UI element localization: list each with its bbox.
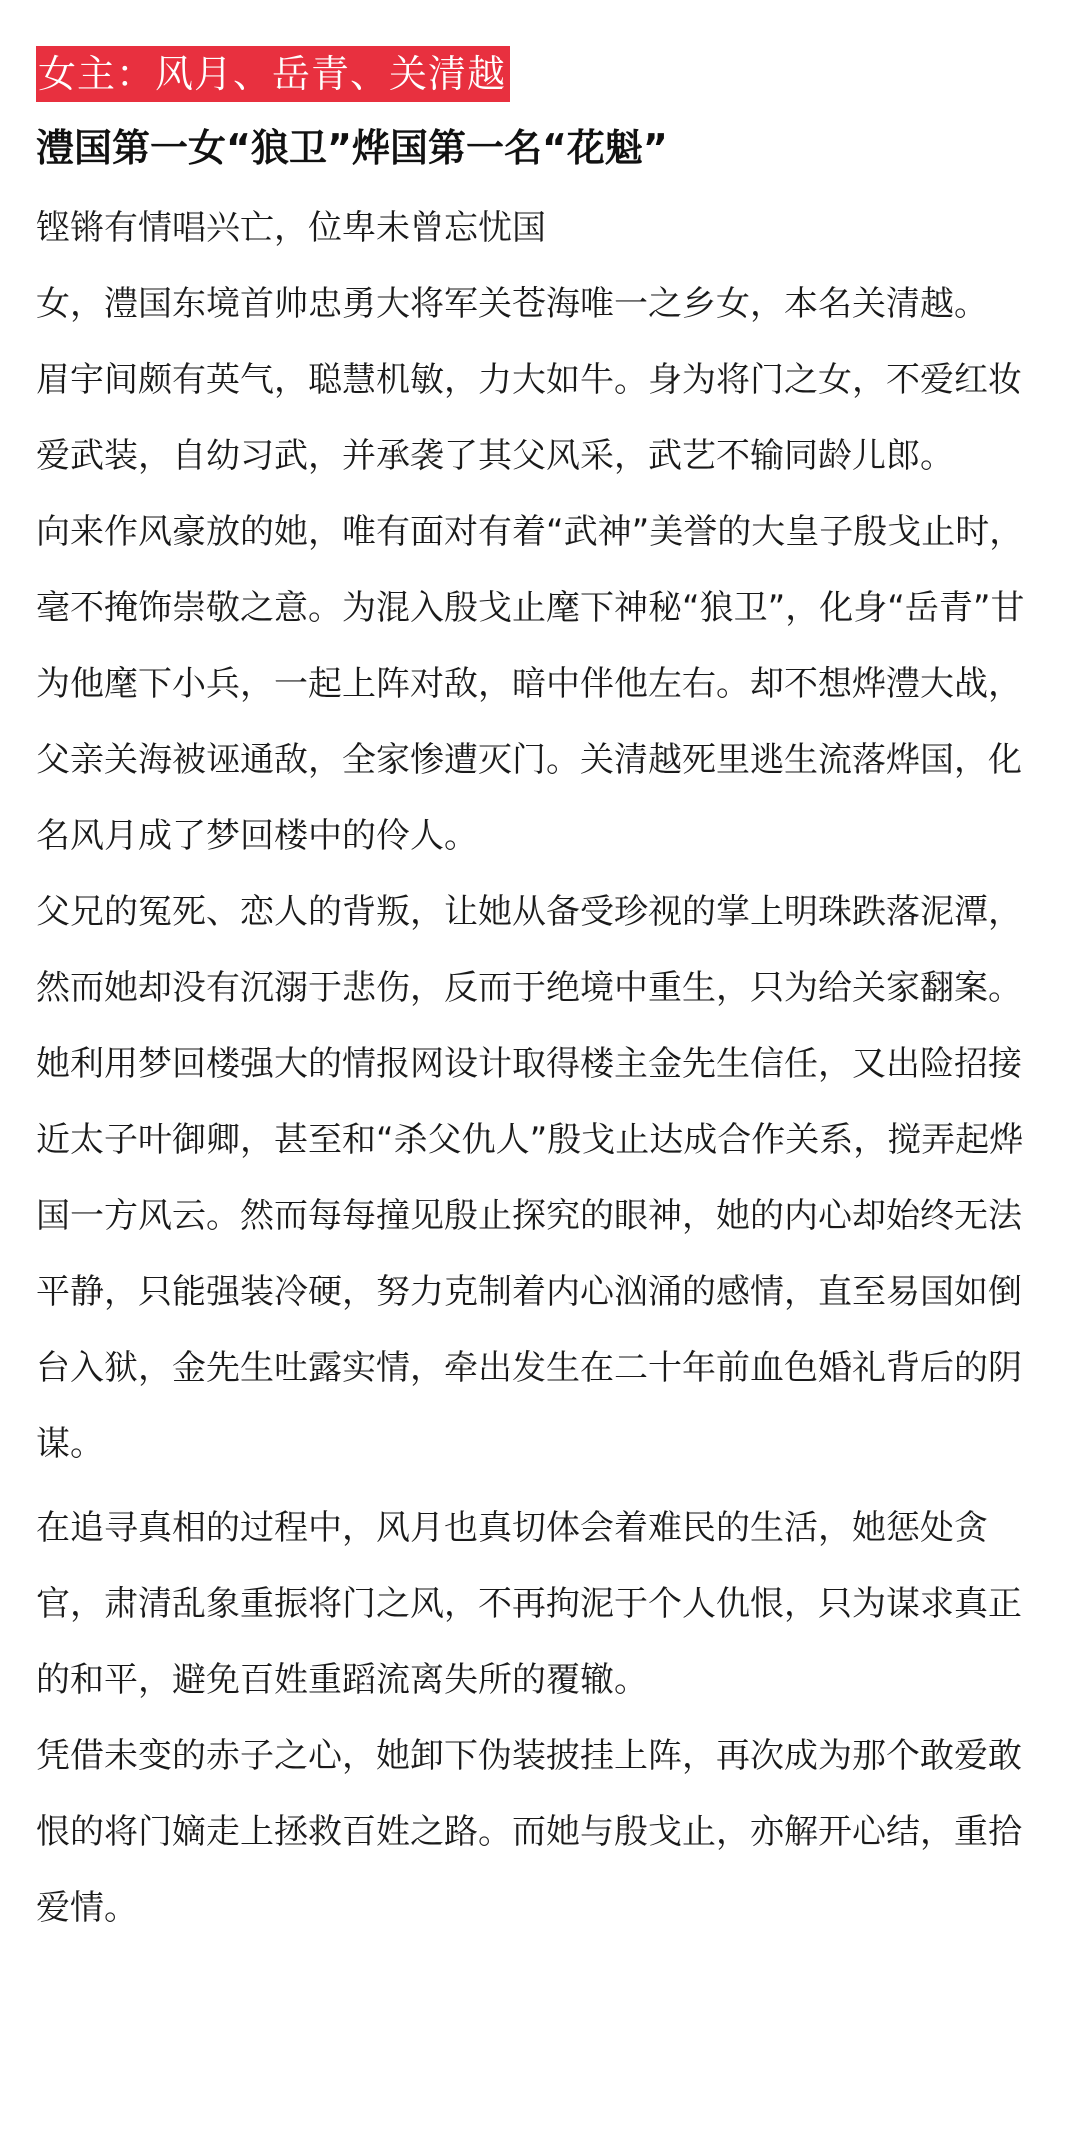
body-text [36, 190, 1044, 1946]
paragraph-motto: 铿锵有情唱兴亡，位卑未曾忘忧国 [36, 208, 546, 248]
paragraph-backstory: 向来作风豪放的她，唯有面对有着“武神”美誉的大皇子殷戈止时，毫不掩饰崇敬之意。为混入殷戈止麾下神秘“狼卫”，化身“岳青”甘为他麾下小兵，一起上阵对敌，暗中伴他左右。却不想烨澧大战，父亲关海被诬通敌，全家惨遭灭门。关清越死里逃生流落烨国，化名风月成了梦回楼中的伶人。 [36, 512, 1025, 856]
paragraph-revenge: 父兄的冤死、恋人的背叛，让她从备受珍视的掌上明珠跌落泥潭，然而她却没有沉溺于悲伤，反而于绝境中重生，只为给关家翻案。她利用梦回楼强大的情报网设计取得楼主金先生信任，又出险招接近太子叶御卿，甚至和“杀父仇人”殷戈止达成合作关系，搅弄起烨国一方风云。然而每每撞见殷止探究的眼神，她的内心却始终无法平静，只能强装冷硬，努力克制着内心汹涌的感情，直至易国如倒台入狱，金先生吐露实情，牵出发生在二十年前血色婚礼背后的阴谋。 [36, 892, 1024, 1464]
article [36, 46, 1044, 1946]
paragraph-truth: 在追寻真相的过程中，风月也真切体会着难民的生活，她惩处贪官，肃清乱象重振将门之风，不再拘泥于个人仇恨，只为谋求真正的和平，避免百姓重蹈流离失所的覆辙。 [36, 1508, 1022, 1700]
heroine-tag-heading: 女主：风月、岳青、关清越 [36, 46, 510, 102]
paragraph-character: 眉宇间颇有英气，聪慧机敏，力大如牛。身为将门之女，不爱红妆爱武装，自幼习武，并承袭了其父风采，武艺不输同龄儿郎。 [36, 360, 1022, 476]
paragraph-identity: 女，澧国东境首帅忠勇大将军关苍海唯一之乡女，本名关清越。 [36, 284, 988, 324]
subtitle-heading: 澧国第一女“狼卫”烨国第一名“花魁” [36, 126, 668, 170]
paragraph-ending: 凭借未变的赤子之心，她卸下伪装披挂上阵，再次成为那个敢爱敢恨的将门嫡走上拯救百姓之路。而她与殷戈止，亦解开心结，重拾爱情。 [36, 1736, 1022, 1928]
